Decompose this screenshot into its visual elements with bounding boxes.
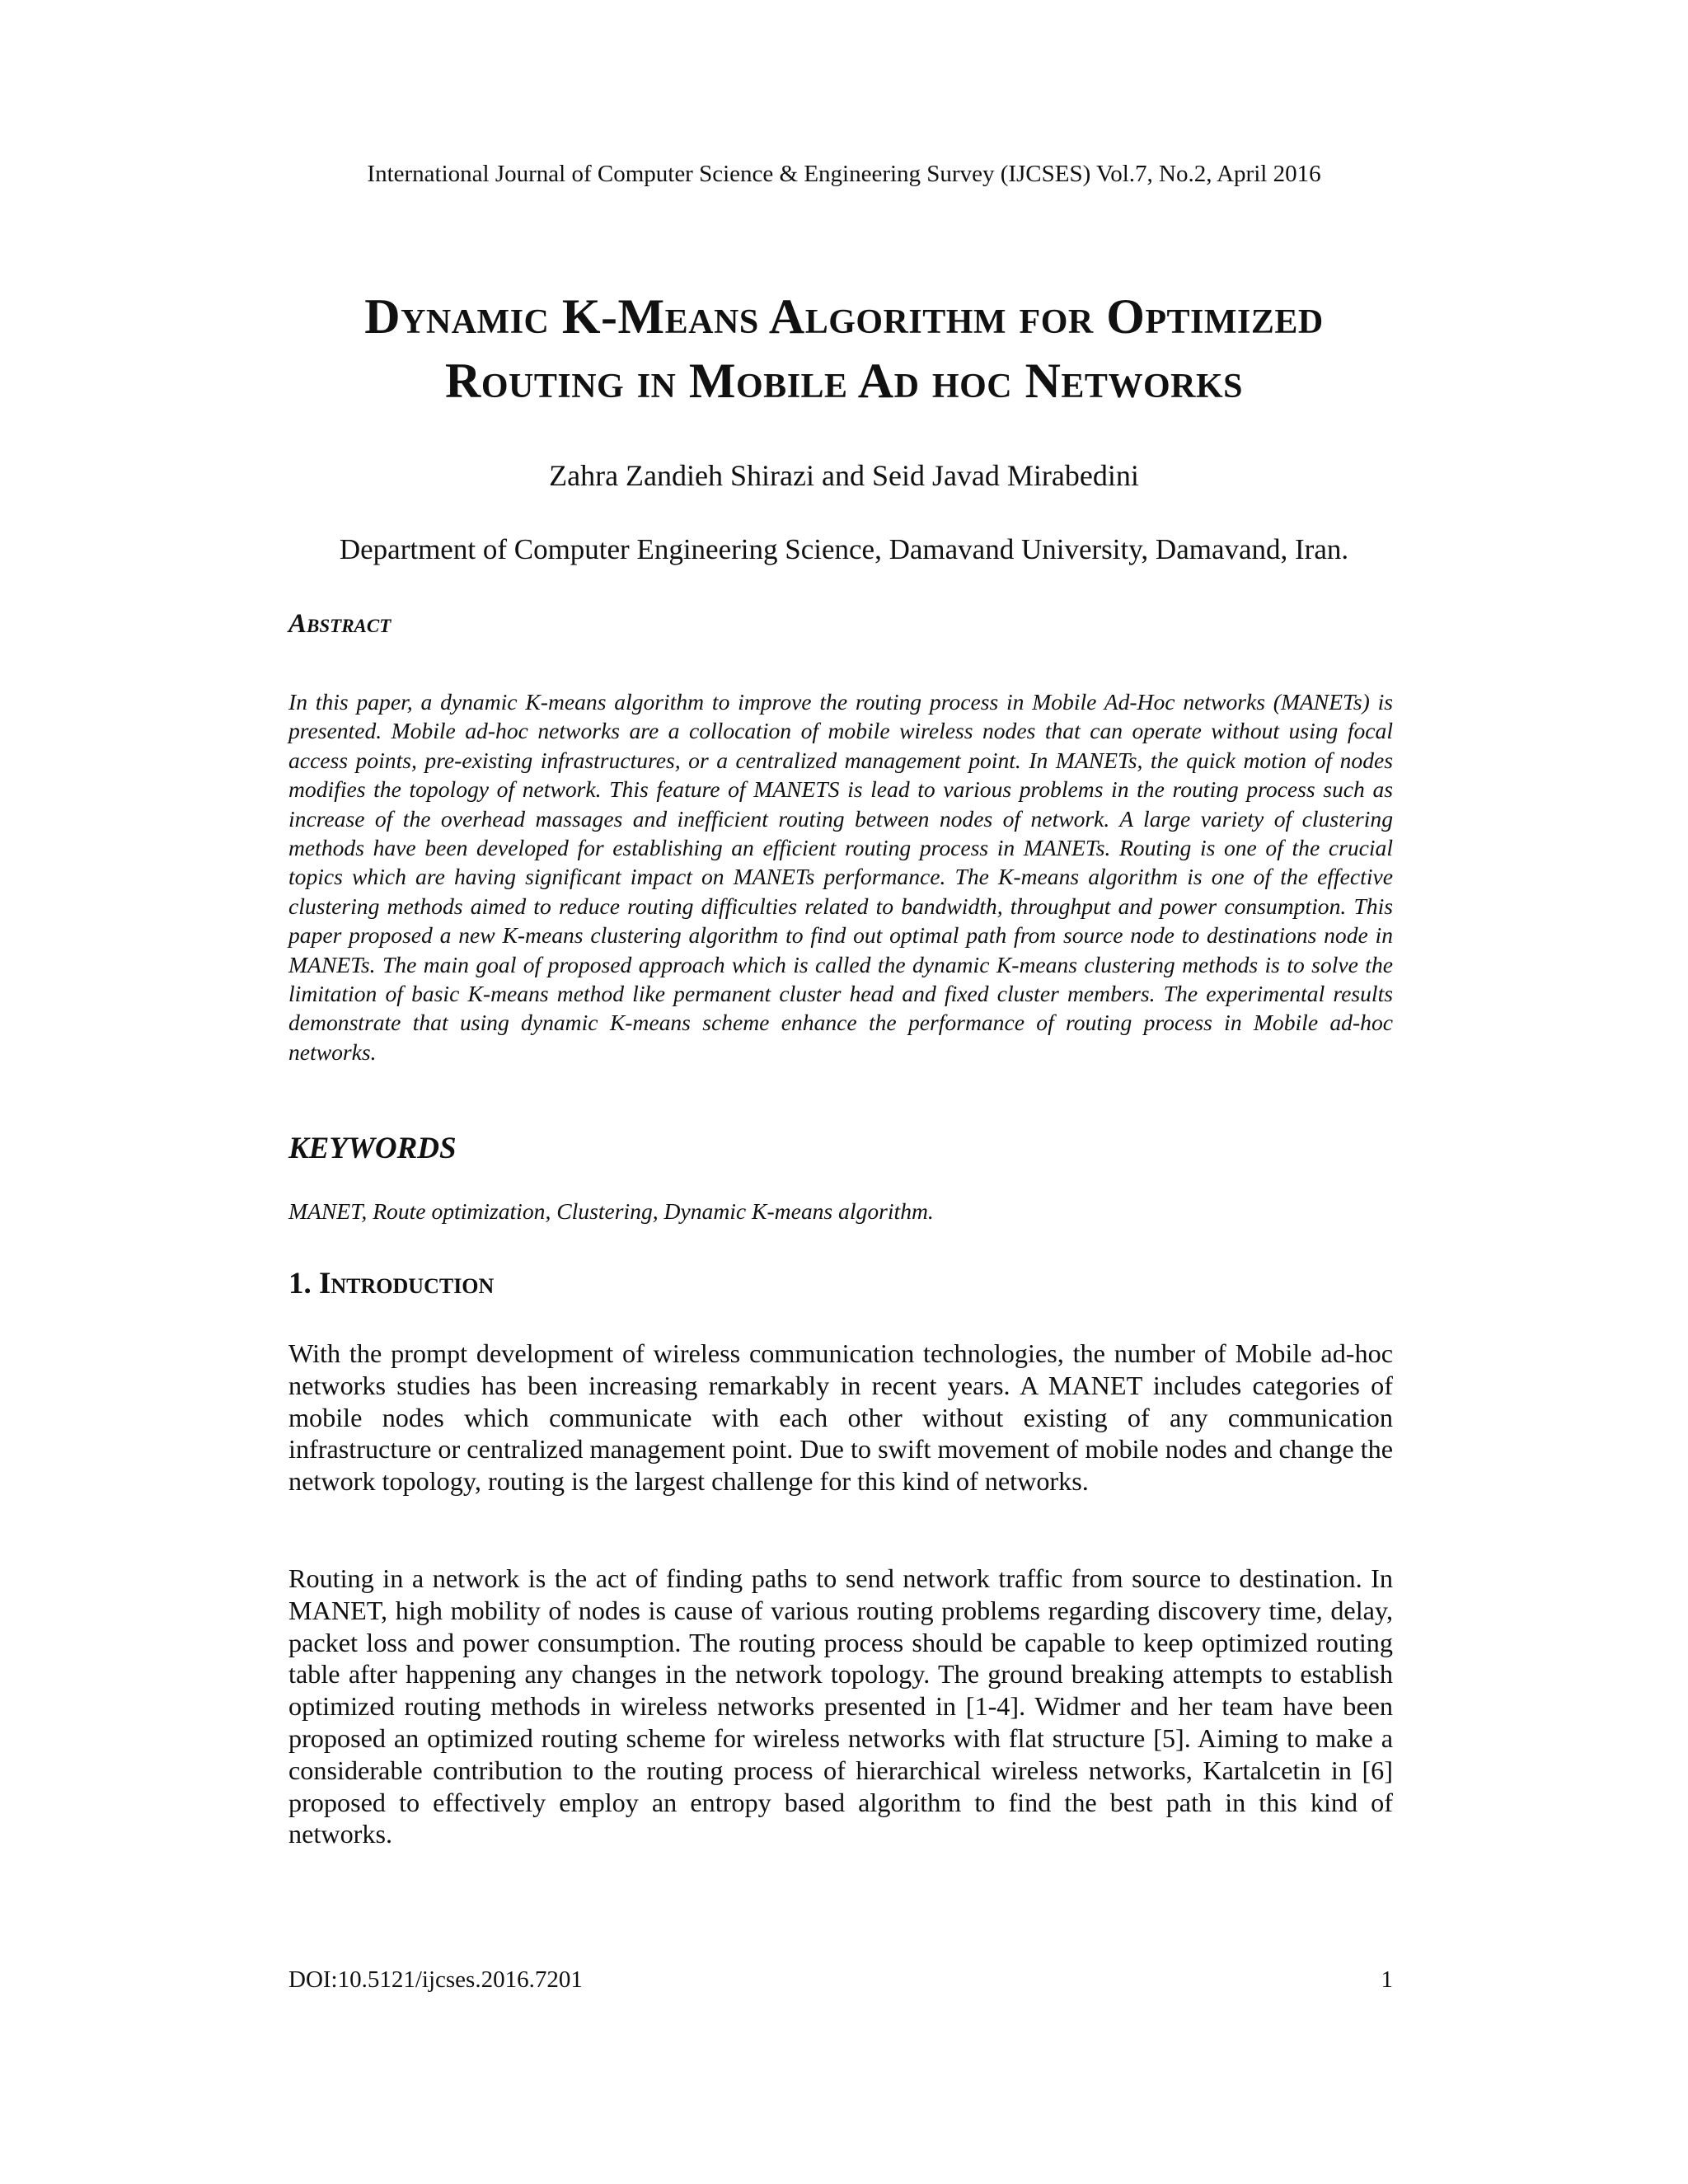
keywords-text: MANET, Route optimization, Clustering, Dynamic K-means algorithm.	[288, 1198, 934, 1224]
introduction-paragraph-2: Routing in a network is the act of finding paths to send network traffic from source to destination. In MANET, high mobility of nodes is cause of various routing problems regarding discovery time, delay, packet loss and power consumption. The routing process should be capable to keep optimized routing table after happening any changes in the network topology. The ground breaking attempts to establish optimized routing methods in wireless networks presented in [1-4]. Widmer and her team have been proposed an optimized routing scheme for wireless networks with flat structure [5]. Aiming to make a considerable contribution to the routing process of hierarchical wireless networks, Kartalcetin in [6] proposed to effectively employ an entropy based algorithm to find the best path in this kind of networks.	[288, 1563, 1393, 1849]
abstract-text: In this paper, a dynamic K-means algorithm to improve the routing process in Mobile Ad-Hoc networks (MANETs) is presented. Mobile ad-hoc networks are a collocation of mobile wireless nodes that can operate without using focal access points, pre-existing infrastructures, or a centralized management point. In MANETs, the quick motion of nodes modifies the topology of network. This feature of MANETS is lead to various problems in the routing process such as increase of the overhead massages and inefficient routing between nodes of network. A large variety of clustering methods have been developed for establishing an efficient routing process in MANETs. Routing is one of the crucial topics which are having significant impact on MANETs performance. The K-means algorithm is one of the effective clustering methods aimed to reduce routing difficulties related to bandwidth, throughput and power consumption. This paper proposed a new K-means clustering algorithm to find out optimal path from source node to destinations node in MANETs. The main goal of proposed approach which is called the dynamic K-means clustering methods is to solve the limitation of basic K-means method like permanent cluster head and fixed cluster members. The experimental results demonstrate that using dynamic K-means scheme enhance the performance of routing process in Mobile ad-hoc networks.	[288, 689, 1393, 1065]
introduction-paragraph-1: With the prompt development of wireless communication technologies, the number of Mobile ad-hoc networks studies has been increasing remarkably in recent years. A MANET includes categories of mobile nodes which communicate with each other without existing of any communication infrastructure or centralized management point. Due to swift movement of mobile nodes and change the network topology, routing is the largest challenge for this kind of networks.	[288, 1338, 1393, 1497]
paper-title	[206, 284, 1482, 413]
paper-affiliation: Department of Computer Engineering Science, Damavand University, Damavand, Iran.	[339, 533, 1349, 565]
page-number: 1	[1381, 1966, 1393, 1993]
paper-title-line-1: Dynamic K-Means Algorithm for Optimized	[364, 289, 1324, 344]
paper-title-line-2: Routing in Mobile Ad hoc Networks	[445, 354, 1243, 408]
introduction-heading: 1. Introduction	[288, 1267, 495, 1301]
keywords-heading: KEYWORDS	[288, 1132, 457, 1165]
paper-authors: Zahra Zandieh Shirazi and Seid Javad Mirabedini	[549, 459, 1139, 492]
running-header: International Journal of Computer Science & Engineering Survey (IJCSES) Vol.7, No.2, April 2016	[367, 161, 1321, 187]
doi-footer: DOI:10.5121/ijcses.2016.7201	[288, 1966, 583, 1993]
abstract-heading: Abstract	[288, 609, 392, 639]
